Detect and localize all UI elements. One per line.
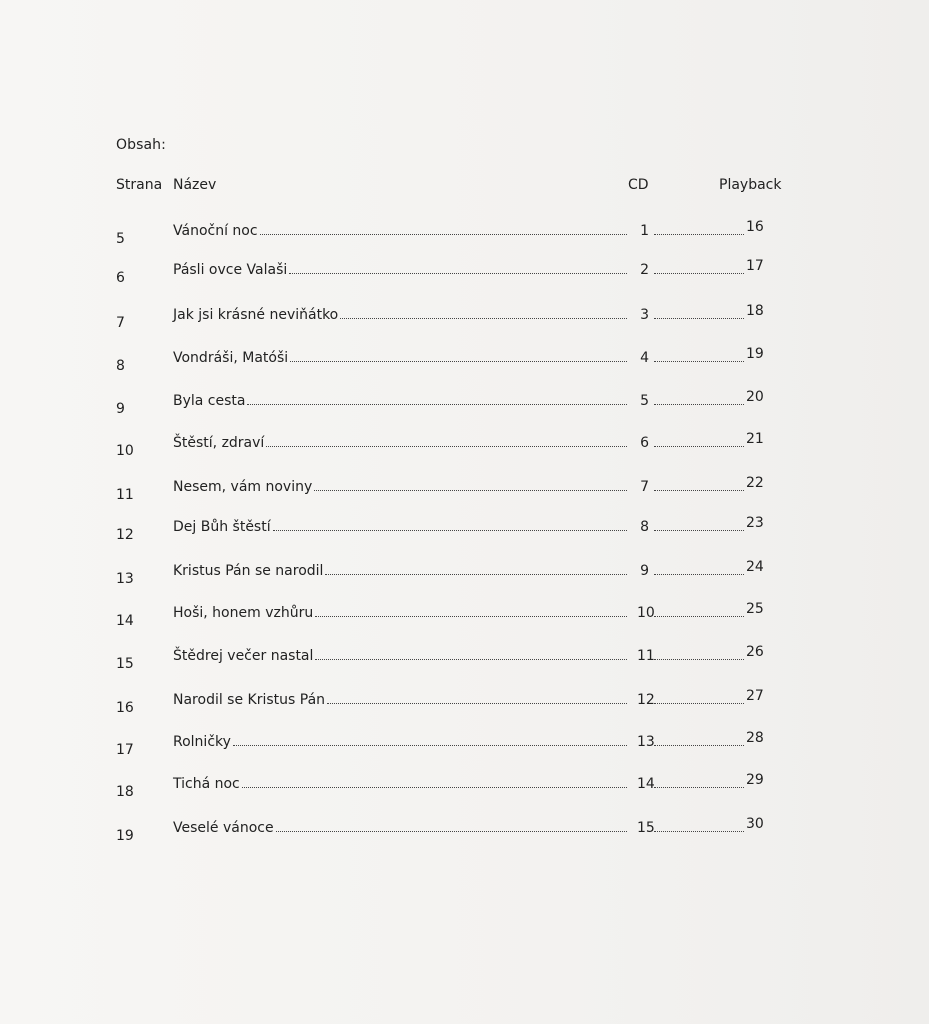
dot-leader <box>325 563 627 575</box>
toc-song-title: Tichá noc <box>173 776 240 792</box>
contents-heading: Obsah: <box>116 137 166 153</box>
toc-cd-track: 1 <box>640 223 649 239</box>
dot-leader <box>654 393 744 405</box>
toc-page-number: 5 <box>116 231 125 247</box>
dot-leader <box>654 648 744 660</box>
dot-leader <box>340 307 627 319</box>
toc-cd-track: 5 <box>640 393 649 409</box>
toc-song-title: Nesem, vám noviny <box>173 479 313 495</box>
toc-row <box>0 601 929 629</box>
toc-song-title: Pásli ovce Valaši <box>173 262 288 278</box>
toc-song-title: Štědrej večer nastal <box>173 648 314 664</box>
toc-title-line <box>173 350 633 366</box>
toc-song-title: Rolničky <box>173 734 231 750</box>
dot-leader <box>654 692 744 704</box>
toc-cd-track: 3 <box>640 307 649 323</box>
dot-leader <box>247 393 627 405</box>
dot-leader <box>654 223 744 235</box>
toc-playback-track: 25 <box>746 601 764 617</box>
toc-song-title: Štěstí, zdraví <box>173 435 265 451</box>
toc-playback-track: 17 <box>746 258 764 274</box>
toc-playback-track: 28 <box>746 730 764 746</box>
toc-cd-track: 6 <box>640 435 649 451</box>
dot-leader <box>654 350 744 362</box>
dot-leader <box>233 734 627 746</box>
toc-row <box>0 515 929 543</box>
toc-song-title: Hoši, honem vzhůru <box>173 605 314 621</box>
dot-leader <box>654 776 744 788</box>
dot-leader <box>654 820 744 832</box>
dot-leader <box>260 223 627 235</box>
toc-page-number: 15 <box>116 656 134 672</box>
toc-row <box>0 688 929 716</box>
toc-row <box>0 475 929 503</box>
toc-row <box>0 303 929 331</box>
toc-playback-track: 29 <box>746 772 764 788</box>
toc-song-title: Vánoční noc <box>173 223 258 239</box>
toc-song-title: Dej Bůh štěstí <box>173 519 271 535</box>
column-header-strana: Strana <box>116 177 163 193</box>
dot-leader <box>276 820 627 832</box>
toc-song-title: Narodil se Kristus Pán <box>173 692 326 708</box>
toc-title-line <box>173 820 633 836</box>
toc-playback-track: 23 <box>746 515 764 531</box>
toc-cd-track: 11 <box>637 648 655 664</box>
dot-leader <box>654 734 744 746</box>
dot-leader <box>242 776 627 788</box>
toc-page-number: 7 <box>116 315 125 331</box>
toc-playback-track: 21 <box>746 431 764 447</box>
toc-page-number: 10 <box>116 443 134 459</box>
toc-playback-track: 22 <box>746 475 764 491</box>
dot-leader <box>654 479 744 491</box>
toc-row <box>0 816 929 844</box>
dot-leader <box>315 648 627 660</box>
toc-playback-track: 27 <box>746 688 764 704</box>
toc-title-line <box>173 692 633 708</box>
dot-leader <box>654 519 744 531</box>
toc-title-line <box>173 479 633 495</box>
toc-cd-track: 7 <box>640 479 649 495</box>
dot-leader <box>654 307 744 319</box>
toc-page-number: 11 <box>116 487 134 503</box>
toc-title-line <box>173 605 633 621</box>
dot-leader <box>654 435 744 447</box>
toc-cd-track: 15 <box>637 820 655 836</box>
toc-page-number: 16 <box>116 700 134 716</box>
toc-title-line <box>173 734 633 750</box>
column-header-playback: Playback <box>719 177 782 193</box>
dot-leader <box>266 435 627 447</box>
toc-title-line <box>173 519 633 535</box>
toc-page-number: 6 <box>116 270 125 286</box>
toc-title-line <box>173 648 633 664</box>
toc-page-number: 12 <box>116 527 134 543</box>
toc-song-title: Kristus Pán se narodil <box>173 563 324 579</box>
toc-cd-track: 13 <box>637 734 655 750</box>
toc-song-title: Byla cesta <box>173 393 246 409</box>
toc-row <box>0 772 929 800</box>
toc-page-number: 18 <box>116 784 134 800</box>
toc-cd-track: 12 <box>637 692 655 708</box>
toc-page-number: 8 <box>116 358 125 374</box>
dot-leader <box>654 262 744 274</box>
toc-song-title: Vondráši, Matóši <box>173 350 289 366</box>
toc-playback-track: 16 <box>746 219 764 235</box>
toc-song-title: Jak jsi krásné neviňátko <box>173 307 339 323</box>
toc-row <box>0 389 929 417</box>
toc-page-number: 17 <box>116 742 134 758</box>
toc-row <box>0 258 929 286</box>
toc-row <box>0 644 929 672</box>
toc-playback-track: 26 <box>746 644 764 660</box>
toc-row <box>0 346 929 374</box>
toc-playback-track: 18 <box>746 303 764 319</box>
toc-title-line <box>173 393 633 409</box>
toc-playback-track: 30 <box>746 816 764 832</box>
toc-cd-track: 2 <box>640 262 649 278</box>
toc-cd-track: 4 <box>640 350 649 366</box>
toc-row <box>0 219 929 247</box>
toc-song-title: Veselé vánoce <box>173 820 274 836</box>
toc-page-number: 14 <box>116 613 134 629</box>
toc-title-line <box>173 776 633 792</box>
toc-page-number: 13 <box>116 571 134 587</box>
toc-title-line <box>173 307 633 323</box>
toc-cd-track: 10 <box>637 605 655 621</box>
dot-leader <box>654 605 744 617</box>
toc-title-line <box>173 223 633 239</box>
toc-cd-track: 14 <box>637 776 655 792</box>
dot-leader <box>290 350 627 362</box>
column-header-cd: CD <box>628 177 649 193</box>
dot-leader <box>327 692 627 704</box>
toc-page-number: 9 <box>116 401 125 417</box>
toc-title-line <box>173 563 633 579</box>
toc-playback-track: 20 <box>746 389 764 405</box>
dot-leader <box>273 519 627 531</box>
toc-cd-track: 9 <box>640 563 649 579</box>
toc-row <box>0 559 929 587</box>
toc-playback-track: 19 <box>746 346 764 362</box>
toc-cd-track: 8 <box>640 519 649 535</box>
toc-title-line <box>173 262 633 278</box>
dot-leader <box>314 479 627 491</box>
toc-row <box>0 730 929 758</box>
column-header-nazev: Název <box>173 177 217 193</box>
toc-page-number: 19 <box>116 828 134 844</box>
dot-leader <box>289 262 627 274</box>
toc-row <box>0 431 929 459</box>
dot-leader <box>654 563 744 575</box>
toc-playback-track: 24 <box>746 559 764 575</box>
toc-title-line <box>173 435 633 451</box>
dot-leader <box>315 605 627 617</box>
